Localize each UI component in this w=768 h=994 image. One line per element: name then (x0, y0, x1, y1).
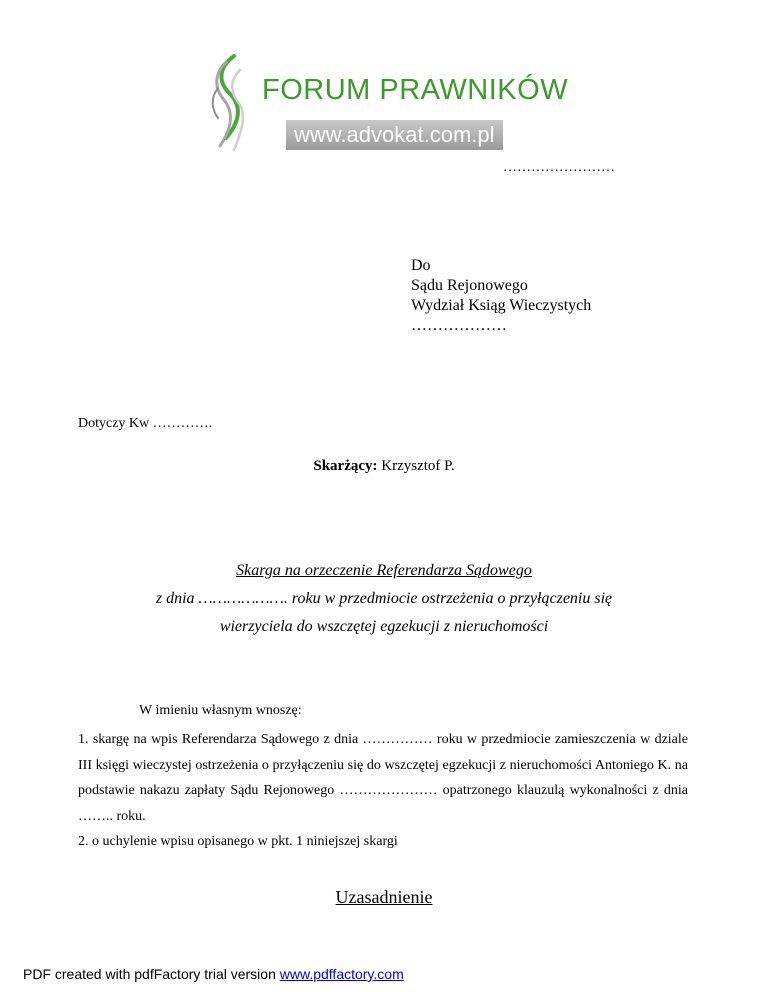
logo-url: www.advokat.com.pl (286, 120, 503, 150)
complaint-title-line-2: z dnia ………………. roku w przedmiocie ostrzeżenia o przyłączeniu się (155, 590, 613, 607)
complaint-title (0, 557, 768, 641)
footer-link[interactable]: www.pdffactory.com (279, 966, 404, 982)
swirl-logo-icon (200, 52, 262, 157)
complainant-line (0, 458, 768, 475)
recipient-line-department: Wydział Ksiąg Wieczystych (411, 297, 592, 314)
land-register-reference: Dotyczy Kw …………. (78, 416, 213, 431)
complaint-title-line-1: Skarga na orzeczenie Referendarza Sądowego (236, 562, 532, 579)
complainant-name: Krzysztof P. (377, 458, 455, 474)
reasons-heading: Uzasadnienie (335, 887, 433, 907)
logo-title: FORUM PRAWNIKÓW (262, 74, 569, 106)
recipient-address (411, 256, 591, 336)
request-point-2: 2. o uchylenie wpisu opisanego w pkt. 1 niniejszej skargi (78, 834, 398, 849)
pdf-footer (23, 966, 404, 982)
footer-text: PDF created with pdfFactory trial version (23, 966, 280, 982)
recipient-line-court: Sądu Rejonowego (411, 277, 528, 294)
recipient-line-to: Do (411, 257, 431, 274)
place-date-placeholder: …………………… (503, 160, 615, 175)
request-point-1: 1. skargę na wpis Referendarza Sądowego z dnia …………… roku w przedmiocie zamieszczenia w dziale III księgi wieczystej ostrzeżenia o przyłączeniu się do wszczętej egzekucji z nieruchomości Antoniego K. na podstawie nakazu zapłaty Sądu Rejonowego ………………… opatrzonego klauzulą wykonalności z dnia …….. roku. (78, 732, 688, 824)
forum-prawnikow-logo (200, 52, 580, 157)
complaint-body (78, 701, 688, 855)
recipient-line-placeholder: ……………… (411, 317, 507, 334)
body-intro: W imieniu własnym wnoszę: (139, 703, 302, 718)
complainant-label: Skarżący: (313, 458, 378, 474)
complaint-title-line-3: wierzyciela do wszczętej egzekucji z nieruchomości (219, 618, 549, 635)
